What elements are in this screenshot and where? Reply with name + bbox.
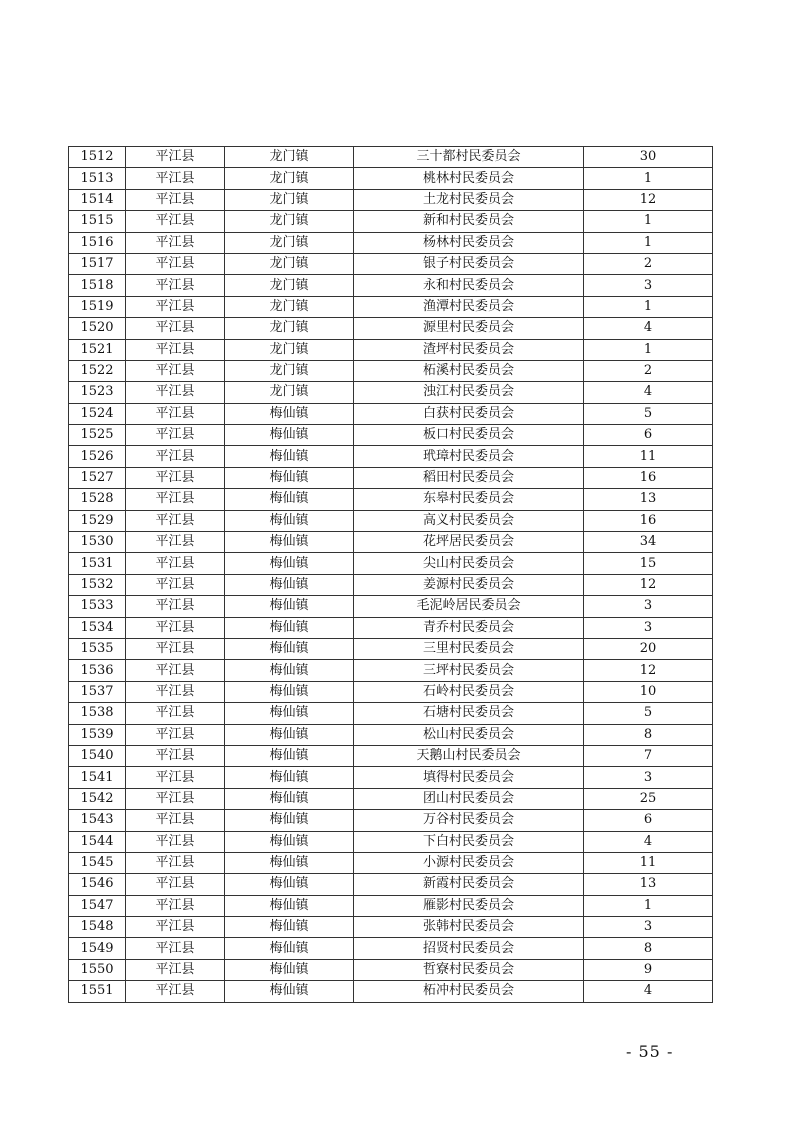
- committee-name-cell: 稻田村民委员会: [354, 467, 584, 488]
- committee-name-cell: 雁影村民委员会: [354, 895, 584, 916]
- county-cell: 平江县: [126, 553, 225, 574]
- count-cell: 6: [584, 425, 713, 446]
- row-number-cell: 1551: [69, 981, 126, 1002]
- row-number-cell: 1525: [69, 425, 126, 446]
- committee-name-cell: 姜源村民委员会: [354, 574, 584, 595]
- committee-name-cell: 高义村民委员会: [354, 510, 584, 531]
- row-number-cell: 1529: [69, 510, 126, 531]
- table-row: [69, 318, 713, 339]
- count-cell: 11: [584, 852, 713, 873]
- row-number-cell: 1543: [69, 810, 126, 831]
- town-cell: 梅仙镇: [225, 917, 354, 938]
- town-cell: 梅仙镇: [225, 638, 354, 659]
- town-cell: 龙门镇: [225, 360, 354, 381]
- row-number-cell: 1546: [69, 874, 126, 895]
- committee-name-cell: 花坪居民委员会: [354, 532, 584, 553]
- town-cell: 梅仙镇: [225, 895, 354, 916]
- count-cell: 3: [584, 596, 713, 617]
- count-cell: 4: [584, 382, 713, 403]
- count-cell: 1: [584, 339, 713, 360]
- table-row: [69, 147, 713, 168]
- committee-name-cell: 天鹅山村民委员会: [354, 745, 584, 766]
- committee-name-cell: 石塘村民委员会: [354, 703, 584, 724]
- county-cell: 平江县: [126, 296, 225, 317]
- count-cell: 5: [584, 703, 713, 724]
- committee-name-cell: 下白村民委员会: [354, 831, 584, 852]
- row-number-cell: 1537: [69, 681, 126, 702]
- town-cell: 梅仙镇: [225, 874, 354, 895]
- county-cell: 平江县: [126, 959, 225, 980]
- county-cell: 平江县: [126, 360, 225, 381]
- county-cell: 平江县: [126, 617, 225, 638]
- committee-name-cell: 源里村民委员会: [354, 318, 584, 339]
- county-cell: 平江县: [126, 745, 225, 766]
- committee-name-cell: 新霞村民委员会: [354, 874, 584, 895]
- town-cell: 梅仙镇: [225, 489, 354, 510]
- committee-name-cell: 柘冲村民委员会: [354, 981, 584, 1002]
- town-cell: 梅仙镇: [225, 403, 354, 424]
- town-cell: 梅仙镇: [225, 724, 354, 745]
- county-cell: 平江县: [126, 724, 225, 745]
- row-number-cell: 1535: [69, 638, 126, 659]
- count-cell: 3: [584, 617, 713, 638]
- committee-name-cell: 渔潭村民委员会: [354, 296, 584, 317]
- town-cell: 龙门镇: [225, 296, 354, 317]
- count-cell: 3: [584, 917, 713, 938]
- row-number-cell: 1512: [69, 147, 126, 168]
- count-cell: 9: [584, 959, 713, 980]
- table-row: [69, 810, 713, 831]
- town-cell: 梅仙镇: [225, 767, 354, 788]
- table-row: [69, 467, 713, 488]
- count-cell: 4: [584, 318, 713, 339]
- town-cell: 梅仙镇: [225, 660, 354, 681]
- row-number-cell: 1517: [69, 253, 126, 274]
- county-cell: 平江县: [126, 446, 225, 467]
- county-cell: 平江县: [126, 788, 225, 809]
- row-number-cell: 1528: [69, 489, 126, 510]
- county-cell: 平江县: [126, 253, 225, 274]
- town-cell: 龙门镇: [225, 211, 354, 232]
- count-cell: 2: [584, 360, 713, 381]
- table-row: [69, 211, 713, 232]
- row-number-cell: 1536: [69, 660, 126, 681]
- committee-name-cell: 填得村民委员会: [354, 767, 584, 788]
- county-cell: 平江县: [126, 189, 225, 210]
- table-row: [69, 360, 713, 381]
- town-cell: 梅仙镇: [225, 553, 354, 574]
- county-cell: 平江县: [126, 339, 225, 360]
- table-row: [69, 681, 713, 702]
- count-cell: 1: [584, 895, 713, 916]
- committee-name-cell: 石岭村民委员会: [354, 681, 584, 702]
- table-row: [69, 339, 713, 360]
- count-cell: 7: [584, 745, 713, 766]
- committee-name-cell: 银子村民委员会: [354, 253, 584, 274]
- table-row: [69, 574, 713, 595]
- row-number-cell: 1513: [69, 168, 126, 189]
- table-row: [69, 510, 713, 531]
- town-cell: 梅仙镇: [225, 532, 354, 553]
- row-number-cell: 1524: [69, 403, 126, 424]
- county-cell: 平江县: [126, 810, 225, 831]
- county-cell: 平江县: [126, 510, 225, 531]
- town-cell: 梅仙镇: [225, 810, 354, 831]
- committee-name-cell: 柘溪村民委员会: [354, 360, 584, 381]
- table-row: [69, 275, 713, 296]
- committee-name-cell: 三坪村民委员会: [354, 660, 584, 681]
- town-cell: 龙门镇: [225, 232, 354, 253]
- count-cell: 6: [584, 810, 713, 831]
- town-cell: 梅仙镇: [225, 596, 354, 617]
- town-cell: 梅仙镇: [225, 446, 354, 467]
- table-row: [69, 253, 713, 274]
- town-cell: 梅仙镇: [225, 852, 354, 873]
- count-cell: 4: [584, 981, 713, 1002]
- count-cell: 1: [584, 296, 713, 317]
- committee-name-cell: 三十都村民委员会: [354, 147, 584, 168]
- county-cell: 平江县: [126, 681, 225, 702]
- committee-name-cell: 土龙村民委员会: [354, 189, 584, 210]
- row-number-cell: 1516: [69, 232, 126, 253]
- table-row: [69, 532, 713, 553]
- count-cell: 8: [584, 938, 713, 959]
- county-cell: 平江县: [126, 917, 225, 938]
- committee-name-cell: 青乔村民委员会: [354, 617, 584, 638]
- row-number-cell: 1518: [69, 275, 126, 296]
- count-cell: 25: [584, 788, 713, 809]
- town-cell: 梅仙镇: [225, 745, 354, 766]
- committee-name-cell: 永和村民委员会: [354, 275, 584, 296]
- town-cell: 梅仙镇: [225, 467, 354, 488]
- county-cell: 平江县: [126, 532, 225, 553]
- row-number-cell: 1522: [69, 360, 126, 381]
- table-row: [69, 788, 713, 809]
- count-cell: 16: [584, 510, 713, 531]
- row-number-cell: 1515: [69, 211, 126, 232]
- committee-name-cell: 万谷村民委员会: [354, 810, 584, 831]
- town-cell: 龙门镇: [225, 189, 354, 210]
- town-cell: 梅仙镇: [225, 981, 354, 1002]
- town-cell: 龙门镇: [225, 147, 354, 168]
- table-row: [69, 489, 713, 510]
- count-cell: 20: [584, 638, 713, 659]
- count-cell: 15: [584, 553, 713, 574]
- town-cell: 梅仙镇: [225, 703, 354, 724]
- row-number-cell: 1519: [69, 296, 126, 317]
- county-cell: 平江县: [126, 831, 225, 852]
- count-cell: 12: [584, 189, 713, 210]
- count-cell: 1: [584, 232, 713, 253]
- count-cell: 10: [584, 681, 713, 702]
- table-row: [69, 874, 713, 895]
- town-cell: 龙门镇: [225, 168, 354, 189]
- table-row: [69, 553, 713, 574]
- count-cell: 13: [584, 489, 713, 510]
- row-number-cell: 1521: [69, 339, 126, 360]
- county-cell: 平江县: [126, 232, 225, 253]
- table-row: [69, 168, 713, 189]
- table-row: [69, 403, 713, 424]
- table-row: [69, 724, 713, 745]
- table-row: [69, 660, 713, 681]
- page-number: - 55 -: [626, 1042, 674, 1061]
- county-cell: 平江县: [126, 895, 225, 916]
- committee-name-cell: 新和村民委员会: [354, 211, 584, 232]
- count-cell: 12: [584, 660, 713, 681]
- county-cell: 平江县: [126, 211, 225, 232]
- town-cell: 龙门镇: [225, 253, 354, 274]
- committee-name-cell: 团山村民委员会: [354, 788, 584, 809]
- committee-name-cell: 杨林村民委员会: [354, 232, 584, 253]
- count-cell: 13: [584, 874, 713, 895]
- table-row: [69, 638, 713, 659]
- table-row: [69, 959, 713, 980]
- row-number-cell: 1523: [69, 382, 126, 403]
- county-cell: 平江县: [126, 275, 225, 296]
- row-number-cell: 1548: [69, 917, 126, 938]
- row-number-cell: 1542: [69, 788, 126, 809]
- count-cell: 1: [584, 168, 713, 189]
- county-cell: 平江县: [126, 467, 225, 488]
- county-cell: 平江县: [126, 660, 225, 681]
- committee-name-cell: 尖山村民委员会: [354, 553, 584, 574]
- committee-name-cell: 东皋村民委员会: [354, 489, 584, 510]
- town-cell: 梅仙镇: [225, 938, 354, 959]
- county-cell: 平江县: [126, 596, 225, 617]
- county-cell: 平江县: [126, 938, 225, 959]
- table-body: [69, 147, 713, 1003]
- count-cell: 1: [584, 211, 713, 232]
- count-cell: 11: [584, 446, 713, 467]
- table-row: [69, 981, 713, 1002]
- table-row: [69, 745, 713, 766]
- committee-name-cell: 招贤村民委员会: [354, 938, 584, 959]
- count-cell: 2: [584, 253, 713, 274]
- town-cell: 梅仙镇: [225, 617, 354, 638]
- town-cell: 梅仙镇: [225, 574, 354, 595]
- count-cell: 4: [584, 831, 713, 852]
- table-row: [69, 703, 713, 724]
- table-row: [69, 425, 713, 446]
- county-cell: 平江县: [126, 574, 225, 595]
- count-cell: 16: [584, 467, 713, 488]
- count-cell: 5: [584, 403, 713, 424]
- committee-name-cell: 渣坪村民委员会: [354, 339, 584, 360]
- row-number-cell: 1533: [69, 596, 126, 617]
- county-cell: 平江县: [126, 147, 225, 168]
- county-cell: 平江县: [126, 981, 225, 1002]
- committee-name-cell: 松山村民委员会: [354, 724, 584, 745]
- row-number-cell: 1530: [69, 532, 126, 553]
- town-cell: 梅仙镇: [225, 510, 354, 531]
- row-number-cell: 1534: [69, 617, 126, 638]
- data-table: [68, 146, 713, 1003]
- row-number-cell: 1520: [69, 318, 126, 339]
- town-cell: 龙门镇: [225, 382, 354, 403]
- table-row: [69, 895, 713, 916]
- row-number-cell: 1547: [69, 895, 126, 916]
- town-cell: 梅仙镇: [225, 425, 354, 446]
- table-row: [69, 232, 713, 253]
- table-row: [69, 189, 713, 210]
- row-number-cell: 1526: [69, 446, 126, 467]
- town-cell: 龙门镇: [225, 339, 354, 360]
- county-cell: 平江县: [126, 318, 225, 339]
- count-cell: 30: [584, 147, 713, 168]
- county-cell: 平江县: [126, 703, 225, 724]
- row-number-cell: 1532: [69, 574, 126, 595]
- committee-name-cell: 白获村民委员会: [354, 403, 584, 424]
- count-cell: 12: [584, 574, 713, 595]
- committee-name-cell: 三里村民委员会: [354, 638, 584, 659]
- table-row: [69, 831, 713, 852]
- town-cell: 龙门镇: [225, 275, 354, 296]
- row-number-cell: 1514: [69, 189, 126, 210]
- table-row: [69, 767, 713, 788]
- county-cell: 平江县: [126, 382, 225, 403]
- county-cell: 平江县: [126, 403, 225, 424]
- committee-name-cell: 哲寮村民委员会: [354, 959, 584, 980]
- town-cell: 梅仙镇: [225, 788, 354, 809]
- table-row: [69, 446, 713, 467]
- count-cell: 34: [584, 532, 713, 553]
- row-number-cell: 1531: [69, 553, 126, 574]
- table-row: [69, 617, 713, 638]
- committee-name-cell: 玳璋村民委员会: [354, 446, 584, 467]
- county-cell: 平江县: [126, 489, 225, 510]
- row-number-cell: 1549: [69, 938, 126, 959]
- town-cell: 梅仙镇: [225, 831, 354, 852]
- count-cell: 3: [584, 275, 713, 296]
- table-row: [69, 382, 713, 403]
- town-cell: 梅仙镇: [225, 959, 354, 980]
- table-row: [69, 917, 713, 938]
- committee-name-cell: 板口村民委员会: [354, 425, 584, 446]
- county-cell: 平江县: [126, 852, 225, 873]
- row-number-cell: 1541: [69, 767, 126, 788]
- table-row: [69, 296, 713, 317]
- row-number-cell: 1540: [69, 745, 126, 766]
- row-number-cell: 1545: [69, 852, 126, 873]
- committee-name-cell: 张韩村民委员会: [354, 917, 584, 938]
- county-cell: 平江县: [126, 168, 225, 189]
- row-number-cell: 1544: [69, 831, 126, 852]
- table-row: [69, 596, 713, 617]
- county-cell: 平江县: [126, 767, 225, 788]
- row-number-cell: 1538: [69, 703, 126, 724]
- row-number-cell: 1539: [69, 724, 126, 745]
- table-row: [69, 852, 713, 873]
- table-row: [69, 938, 713, 959]
- count-cell: 8: [584, 724, 713, 745]
- row-number-cell: 1550: [69, 959, 126, 980]
- town-cell: 龙门镇: [225, 318, 354, 339]
- committee-name-cell: 浊江村民委员会: [354, 382, 584, 403]
- committee-name-cell: 桃林村民委员会: [354, 168, 584, 189]
- row-number-cell: 1527: [69, 467, 126, 488]
- county-cell: 平江县: [126, 425, 225, 446]
- town-cell: 梅仙镇: [225, 681, 354, 702]
- count-cell: 3: [584, 767, 713, 788]
- committee-name-cell: 毛泥岭居民委员会: [354, 596, 584, 617]
- committee-name-cell: 小源村民委员会: [354, 852, 584, 873]
- county-cell: 平江县: [126, 874, 225, 895]
- county-cell: 平江县: [126, 638, 225, 659]
